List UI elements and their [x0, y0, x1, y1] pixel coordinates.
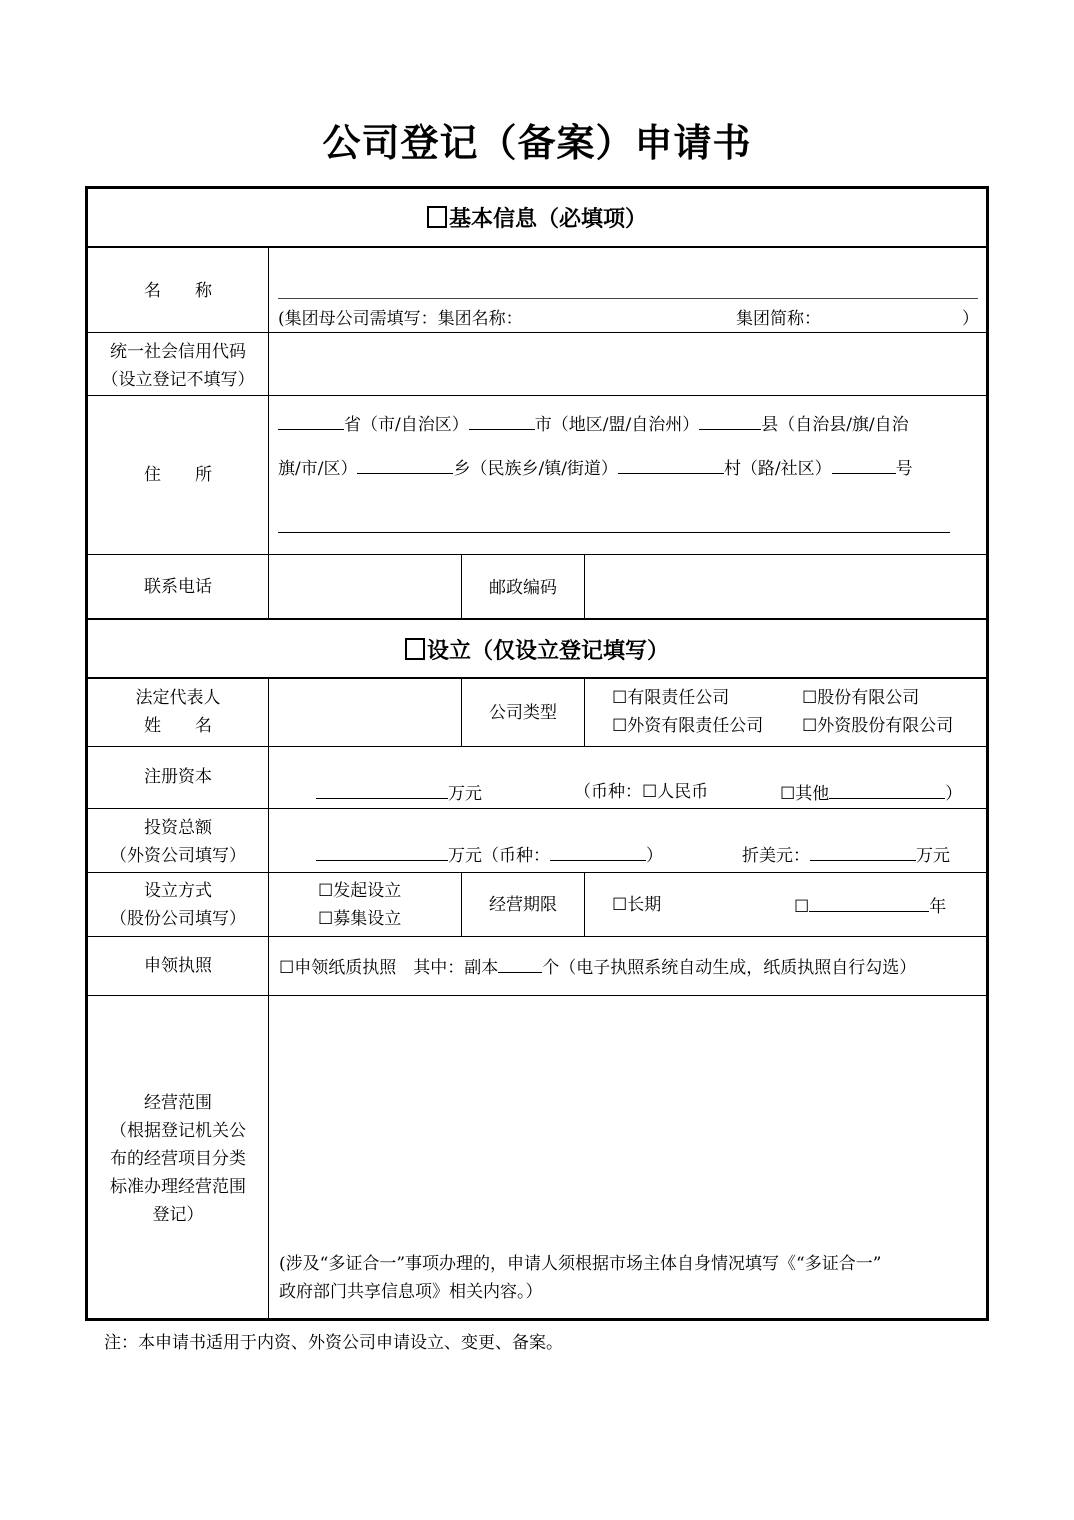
invest-close: ） — [646, 846, 663, 866]
column-divider — [584, 554, 585, 619]
method-label-1: 设立方式 — [144, 881, 212, 901]
currency-other-blank[interactable] — [829, 778, 945, 799]
company-type-row-2 — [612, 712, 982, 740]
type-opt-foreign-js-wrap — [802, 712, 953, 740]
addr-city: 市（地区/盟/自治州） — [534, 415, 700, 435]
invest-unit: 万元（币种： — [448, 846, 550, 866]
row-divider — [85, 246, 989, 248]
checkbox-icon[interactable]: ☐ — [318, 881, 334, 901]
usd-unit: 万元 — [916, 846, 950, 866]
column-divider — [268, 247, 269, 619]
addr-county-a: 县（自治县/旗/自治 — [761, 415, 909, 435]
province-blank[interactable] — [278, 409, 344, 430]
number-blank[interactable] — [832, 453, 896, 474]
invest-label — [88, 814, 268, 870]
usd-group — [742, 840, 950, 870]
invest-label-1: 投资总额 — [144, 818, 212, 838]
checkbox-icon[interactable]: ☐ — [642, 782, 658, 802]
method-opt-1: 发起设立 — [333, 881, 402, 901]
legal-rep-label — [88, 684, 268, 740]
postcode-label: 邮政编码 — [489, 578, 557, 598]
footnote: 注：本申请书适用于内资、外资公司申请设立、变更、备案。 — [104, 1333, 563, 1353]
addr-village: 村（路/社区） — [723, 459, 832, 479]
column-divider — [584, 872, 585, 937]
checkbox-icon[interactable]: ☐ — [279, 958, 295, 978]
row-divider — [85, 872, 989, 873]
checkbox-icon[interactable]: ☐ — [780, 784, 796, 804]
row-divider — [85, 395, 989, 396]
checkbox-icon[interactable]: ☐ — [612, 895, 628, 915]
license-label: 申领执照 — [144, 956, 212, 976]
type-opt-joint-stock-wrap — [802, 684, 919, 712]
scope-label — [96, 1089, 260, 1229]
method-opt-2: 募集设立 — [333, 909, 402, 929]
group-short-label: 集团简称： — [736, 309, 821, 329]
village-blank[interactable] — [618, 453, 724, 474]
row-divider — [85, 554, 989, 555]
form-border-bottom — [85, 1318, 989, 1321]
currency-rmb: 人民币 — [657, 782, 709, 802]
term-year-group — [794, 891, 946, 921]
method-opt-1-row — [318, 877, 458, 905]
address-line-1 — [278, 409, 983, 439]
term-label: 经营期限 — [489, 895, 557, 915]
section-basic-title: 基本信息（必填项） — [448, 207, 647, 232]
method-label — [88, 877, 268, 933]
addr-county-b: 旗/市/区） — [278, 459, 358, 479]
name-label: 名 称 — [144, 281, 212, 301]
addr-number: 号 — [895, 459, 913, 479]
city-blank[interactable] — [469, 409, 535, 430]
addr-town: 乡（民族乡/镇/街道） — [453, 459, 618, 479]
company-type-row-1 — [612, 684, 982, 712]
term-long: 长期 — [627, 895, 662, 915]
checkbox-icon[interactable] — [405, 638, 425, 660]
legal-rep-label-1: 法定代表人 — [135, 688, 221, 708]
row-divider — [85, 936, 989, 937]
row-divider — [85, 746, 989, 747]
group-close: ） — [962, 309, 979, 329]
currency-label: （币种： — [574, 782, 642, 802]
checkbox-icon[interactable]: ☐ — [612, 716, 628, 736]
scope-note — [279, 1250, 984, 1306]
scope-label-1: 经营范围 — [144, 1093, 212, 1113]
phone-label: 联系电话 — [144, 577, 212, 597]
section-setup-title: 设立（仅设立登记填写） — [426, 639, 669, 664]
type-opt-joint-stock: 股份有限公司 — [817, 688, 920, 708]
invest-label-2: （外资公司填写） — [110, 846, 246, 866]
type-opt-llc: 有限责任公司 — [627, 688, 730, 708]
checkbox-icon[interactable]: ☐ — [318, 909, 334, 929]
invest-currency-blank[interactable] — [550, 840, 646, 861]
checkbox-icon[interactable]: ☐ — [794, 897, 810, 917]
section-setup — [87, 634, 987, 665]
checkbox-icon[interactable]: ☐ — [802, 688, 818, 708]
row-divider — [85, 808, 989, 809]
type-opt-foreign-llc: 外资有限责任公司 — [627, 716, 764, 736]
license-text-1: 申领纸质执照 其中：副本 — [294, 958, 499, 978]
town-blank[interactable] — [357, 453, 453, 474]
currency-group — [574, 778, 708, 806]
type-opt-foreign-js: 外资股份有限公司 — [817, 716, 954, 736]
term-year-blank[interactable] — [809, 891, 929, 912]
name-input-line[interactable] — [278, 298, 978, 299]
currency-other: 其他 — [795, 784, 830, 804]
row-divider — [85, 995, 989, 996]
scope-label-4: 标准办理经营范围 — [110, 1177, 246, 1197]
scope-note-2: 政府部门共享信息项》相关内容。） — [279, 1282, 543, 1302]
capital-blank[interactable] — [316, 778, 448, 799]
scope-note-1: (涉及“多证合一”事项办理的，申请人须根据市场主体自身情况填写《“多证合一” — [279, 1254, 882, 1274]
scope-label-5: 登记） — [152, 1205, 204, 1225]
method-label-2: （股份公司填写） — [110, 909, 246, 929]
method-opt-2-row — [318, 905, 458, 933]
checkbox-icon[interactable] — [427, 206, 447, 228]
currency-other-group — [780, 778, 962, 808]
checkbox-icon[interactable]: ☐ — [802, 716, 818, 736]
credit-code-label-2: （设立登记不填写） — [101, 370, 255, 390]
county-blank[interactable] — [699, 409, 761, 430]
column-divider — [268, 678, 269, 1319]
usd-label: 折美元： — [742, 846, 810, 866]
term-options — [612, 891, 982, 919]
company-type-options — [612, 684, 982, 740]
scope-label-3: 布的经营项目分类 — [110, 1149, 246, 1169]
scope-label-2: （根据登记机关公 — [110, 1121, 246, 1141]
form-border-top — [85, 186, 989, 189]
row-divider — [85, 618, 989, 620]
row-divider — [85, 677, 989, 679]
method-options — [318, 877, 458, 933]
address-extra-line[interactable] — [278, 532, 950, 533]
license-text-2: 个（电子执照系统自动生成，纸质执照自行勾选） — [542, 958, 917, 978]
addr-province: 省（市/自治区） — [344, 415, 469, 435]
section-basic-info — [87, 202, 987, 233]
invest-blank[interactable] — [316, 840, 448, 861]
group-name-label: (集团母公司需填写：集团名称： — [278, 309, 523, 329]
invest-row — [316, 840, 976, 870]
capital-row — [316, 778, 976, 808]
address-line-2 — [278, 453, 983, 483]
usd-blank[interactable] — [810, 840, 916, 861]
term-year: 年 — [929, 897, 947, 917]
capital-unit: 万元 — [448, 784, 482, 804]
capital-label: 注册资本 — [144, 767, 212, 787]
currency-close: ） — [945, 784, 963, 804]
legal-rep-label-2: 姓 名 — [144, 716, 212, 736]
license-row — [279, 952, 984, 982]
page-title: 公司登记（备案）申请书 — [322, 121, 752, 165]
form-border-right — [986, 186, 989, 1321]
address-label: 住 所 — [144, 465, 212, 485]
company-type-label: 公司类型 — [489, 703, 557, 723]
credit-code-label-1: 统一社会信用代码 — [110, 342, 246, 362]
credit-code-label — [88, 338, 268, 394]
checkbox-icon[interactable]: ☐ — [612, 688, 628, 708]
copies-blank[interactable] — [498, 952, 542, 973]
group-info-row — [278, 305, 980, 333]
column-divider — [584, 678, 585, 747]
